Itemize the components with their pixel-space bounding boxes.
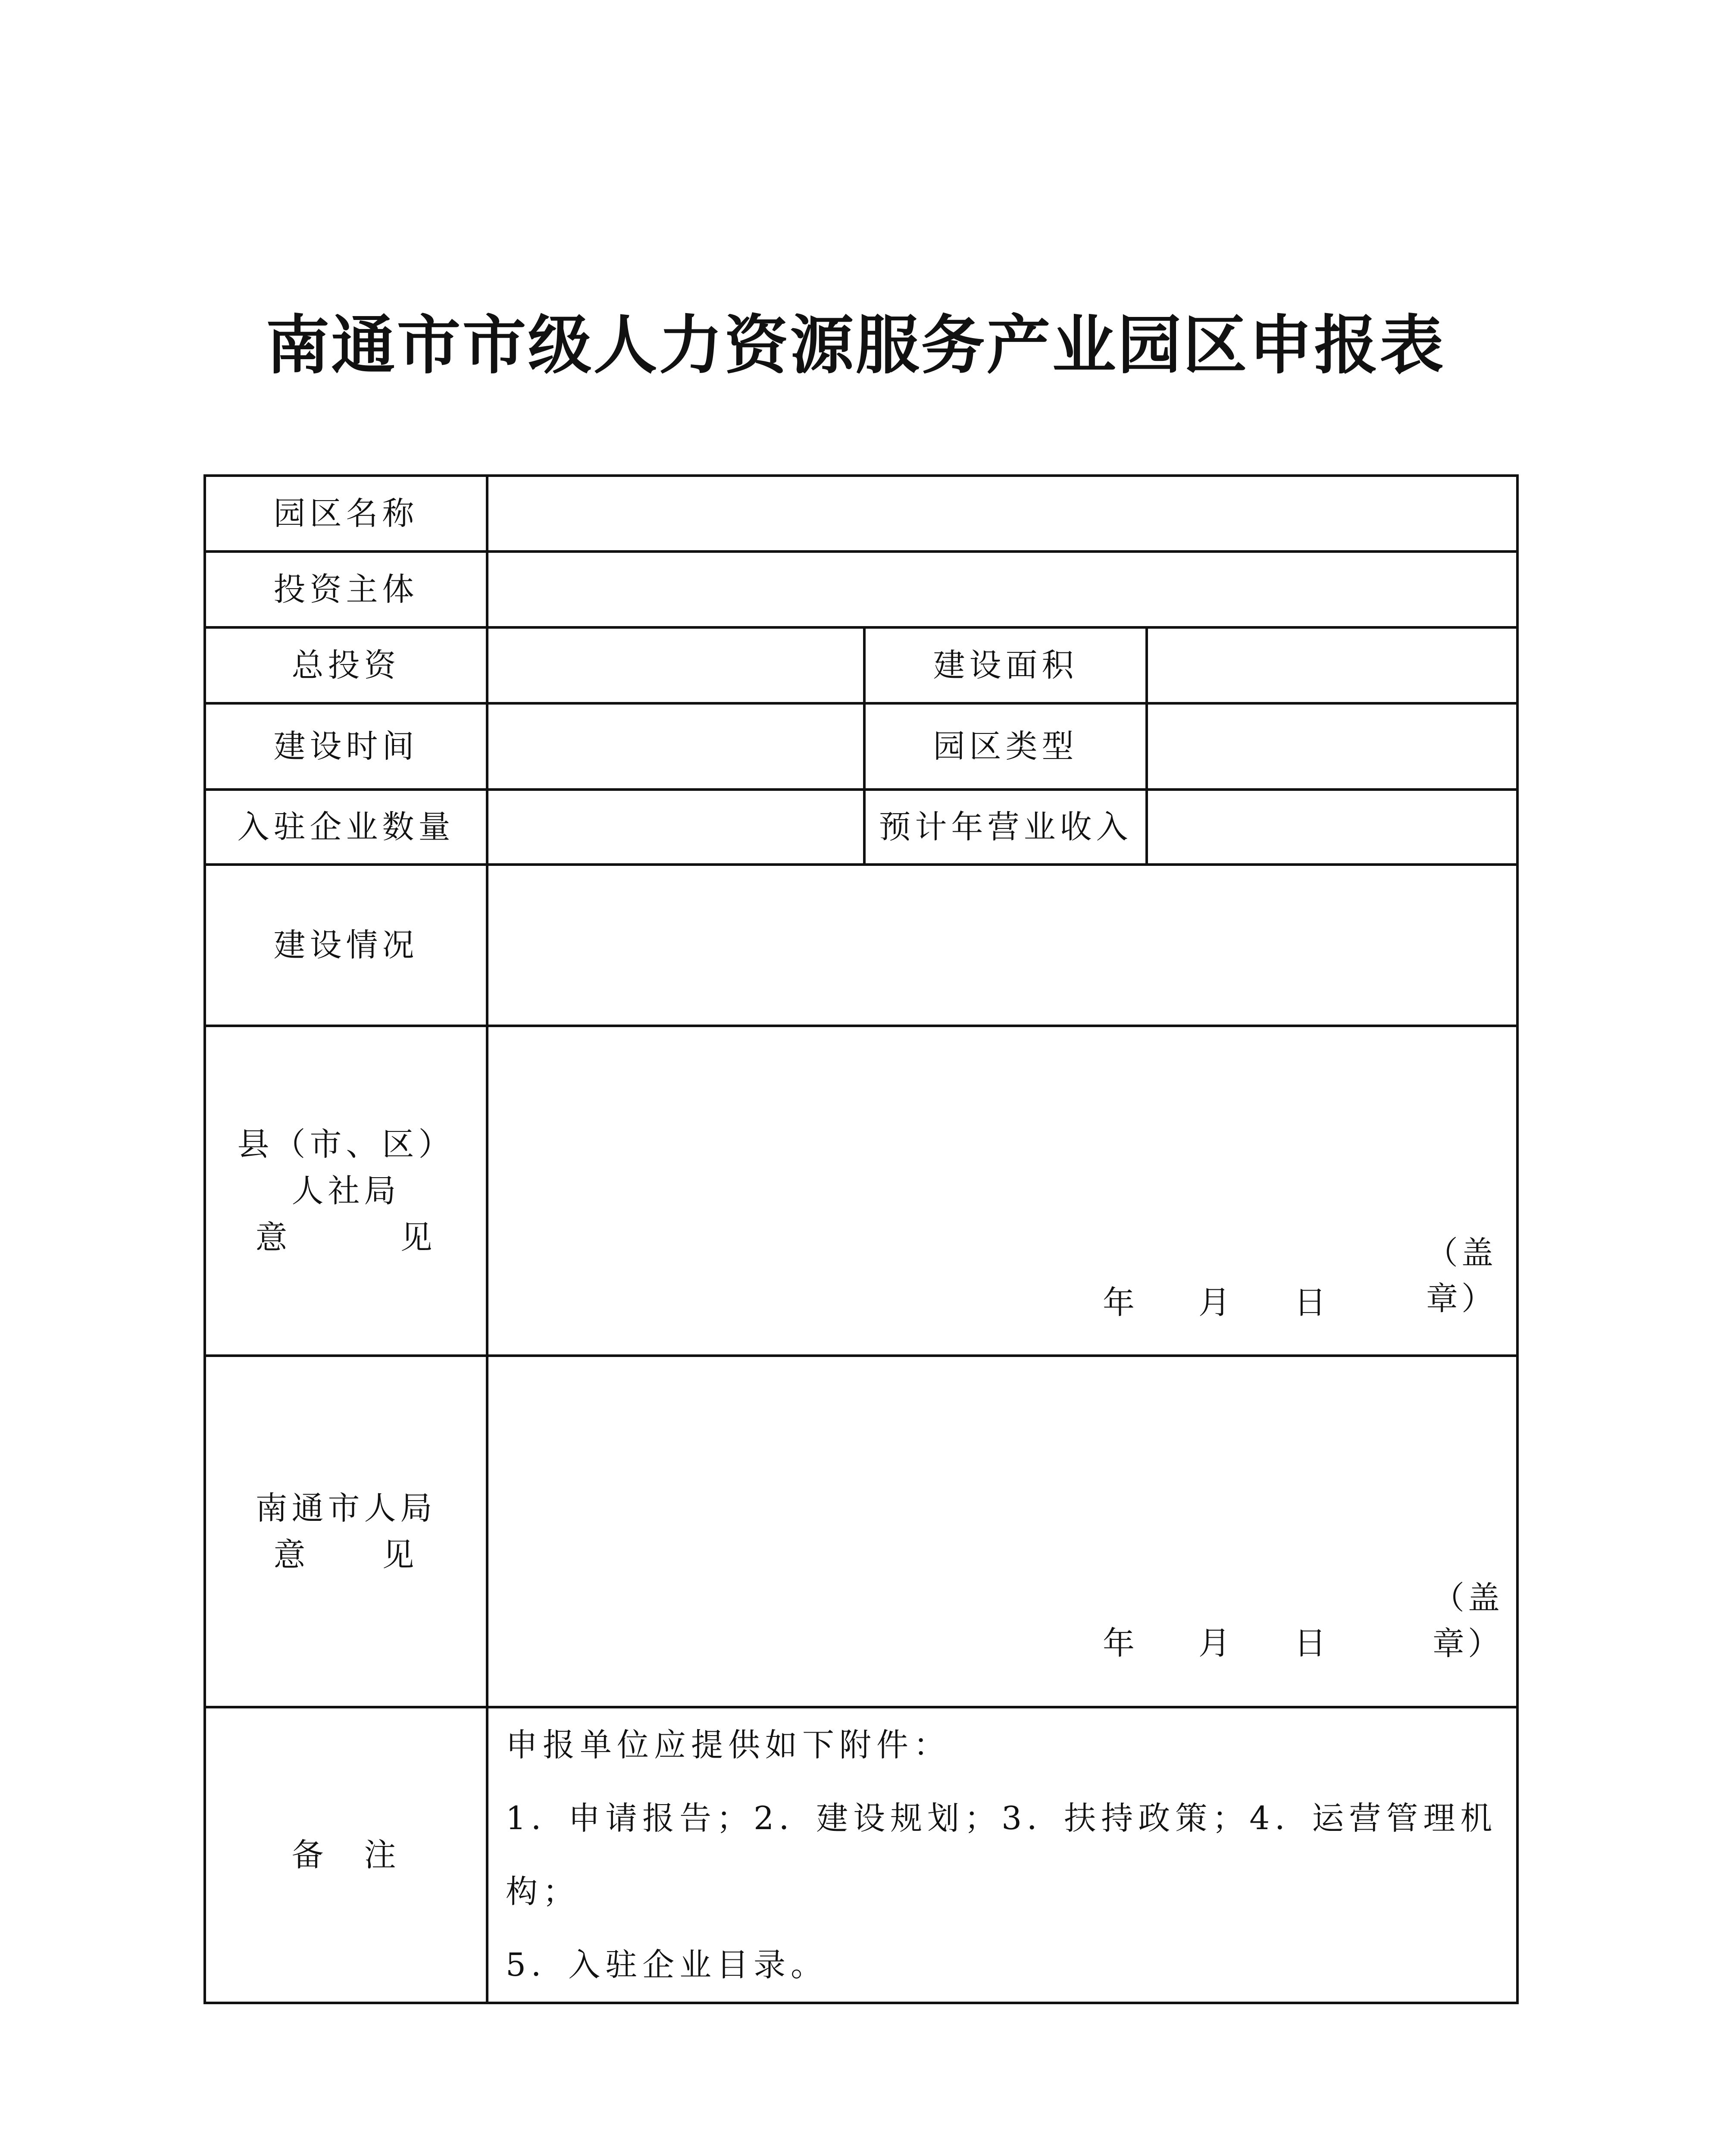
remarks-intro: 申报单位应提供如下附件： — [506, 1727, 951, 1764]
park-type-label: 园区类型 — [864, 703, 1147, 790]
city-date-line: 年 月 日 — [1103, 1625, 1326, 1662]
remarks-label: 备 注 — [205, 1707, 487, 2003]
remarks-attachments-line1: 1．申请报告；2．建设规划；3．扶持政策；4．运营管理机构； — [506, 1800, 1498, 1910]
enterprise-count-label: 入驻企业数量 — [205, 790, 487, 865]
county-opinion-label-line3: 意 见 — [255, 1219, 437, 1256]
expected-revenue-field[interactable] — [1147, 790, 1517, 865]
page-title: 南通市市级人力资源服务产业园区申报表 — [266, 307, 1445, 382]
total-investment-field[interactable] — [487, 627, 864, 703]
row-remarks — [205, 1707, 1517, 2003]
park-name-field[interactable] — [487, 476, 1517, 552]
county-opinion-label-line1: 县（市、区） — [237, 1125, 455, 1163]
county-opinion-label-line2: 人社局 — [291, 1172, 400, 1210]
investor-field[interactable] — [487, 552, 1517, 627]
construction-time-field[interactable] — [487, 703, 864, 790]
county-date-line: 年 月 日 — [1103, 1284, 1326, 1321]
row-time-type — [205, 703, 1517, 790]
city-opinion-label — [205, 1356, 487, 1707]
row-county-opinion — [205, 1026, 1517, 1356]
construction-status-field[interactable] — [487, 865, 1517, 1026]
expected-revenue-label: 预计年营业收入 — [864, 790, 1147, 865]
city-opinion-label-line1: 南通市人局 — [255, 1489, 437, 1527]
row-investment-area — [205, 627, 1517, 703]
total-investment-label: 总投资 — [205, 627, 487, 703]
construction-area-field[interactable] — [1147, 627, 1517, 703]
city-opinion-field[interactable] — [487, 1356, 1517, 1707]
construction-area-label: 建设面积 — [864, 627, 1147, 703]
park-name-label: 园区名称 — [205, 476, 487, 552]
row-investor — [205, 552, 1517, 627]
construction-status-label: 建设情况 — [205, 865, 487, 1026]
investor-label: 投资主体 — [205, 552, 487, 627]
row-count-revenue — [205, 790, 1517, 865]
park-type-field[interactable] — [1147, 703, 1517, 790]
remarks-content — [487, 1707, 1517, 2003]
row-construction-status — [205, 865, 1517, 1026]
county-opinion-label — [205, 1026, 487, 1356]
county-stamp-label: （盖章） — [1426, 1235, 1497, 1317]
city-stamp-label: （盖章） — [1433, 1579, 1503, 1662]
row-city-opinion — [205, 1356, 1517, 1707]
row-park-name — [205, 476, 1517, 552]
county-opinion-field[interactable] — [487, 1026, 1517, 1356]
remarks-attachments-line2: 5．入驻企业目录。 — [506, 1946, 828, 1984]
construction-time-label: 建设时间 — [205, 703, 487, 790]
city-opinion-label-line2: 意 见 — [273, 1536, 419, 1573]
enterprise-count-field[interactable] — [487, 790, 864, 865]
application-form-table — [203, 474, 1519, 2004]
